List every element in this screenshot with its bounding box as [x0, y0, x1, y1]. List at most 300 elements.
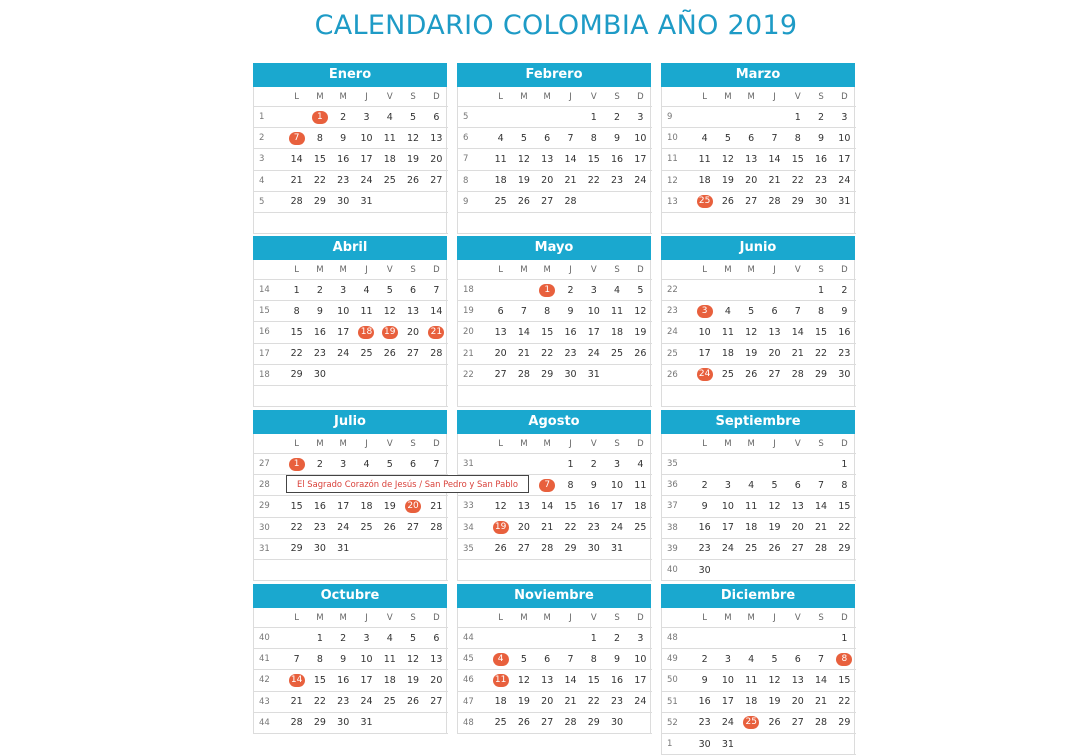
day-cell[interactable]: 3: [332, 280, 355, 301]
day-cell[interactable]: 31: [833, 191, 856, 212]
day-cell[interactable]: 19: [763, 517, 786, 538]
day-cell[interactable]: 30: [308, 538, 331, 559]
day-cell[interactable]: 7: [809, 649, 832, 670]
day-cell[interactable]: 18: [605, 322, 628, 343]
day-cell[interactable]: 12: [716, 149, 739, 170]
day-cell[interactable]: 27: [512, 538, 535, 559]
day-cell[interactable]: 1: [786, 107, 809, 128]
day-cell[interactable]: 19: [401, 670, 424, 691]
day-cell[interactable]: 14: [512, 322, 535, 343]
holiday-marker[interactable]: 24: [697, 368, 713, 381]
day-cell[interactable]: 26: [763, 538, 786, 559]
day-cell[interactable]: 29: [308, 712, 331, 733]
day-cell[interactable]: 2: [693, 475, 716, 496]
day-cell[interactable]: 9: [332, 649, 355, 670]
day-cell[interactable]: 28: [425, 343, 448, 364]
day-cell[interactable]: 17: [716, 691, 739, 712]
day-cell[interactable]: 1: [833, 628, 856, 649]
day-cell[interactable]: 19: [401, 149, 424, 170]
day-cell[interactable]: 23: [332, 170, 355, 191]
holiday-marker[interactable]: 1: [539, 284, 555, 297]
day-cell[interactable]: 11: [378, 649, 401, 670]
day-cell[interactable]: 13: [425, 649, 448, 670]
day-cell[interactable]: 12: [763, 670, 786, 691]
day-cell[interactable]: 15: [582, 149, 605, 170]
day-cell[interactable]: 13: [786, 496, 809, 517]
day-cell[interactable]: 2: [332, 628, 355, 649]
day-cell[interactable]: 24: [629, 691, 652, 712]
day-cell[interactable]: 3: [629, 107, 652, 128]
day-cell[interactable]: [378, 322, 401, 343]
day-cell[interactable]: 9: [582, 475, 605, 496]
day-cell[interactable]: [285, 454, 308, 475]
day-cell[interactable]: 22: [285, 343, 308, 364]
day-cell[interactable]: 3: [716, 475, 739, 496]
day-cell[interactable]: 18: [693, 170, 716, 191]
day-cell[interactable]: [425, 322, 448, 343]
day-cell[interactable]: 15: [833, 670, 856, 691]
day-cell[interactable]: 16: [693, 691, 716, 712]
day-cell[interactable]: 9: [809, 128, 832, 149]
day-cell[interactable]: [693, 364, 716, 385]
day-cell[interactable]: 15: [809, 322, 832, 343]
day-cell[interactable]: 26: [401, 170, 424, 191]
day-cell[interactable]: 6: [489, 301, 512, 322]
day-cell[interactable]: 9: [332, 128, 355, 149]
day-cell[interactable]: 24: [716, 712, 739, 733]
day-cell[interactable]: 30: [693, 733, 716, 754]
day-cell[interactable]: 2: [559, 280, 582, 301]
day-cell[interactable]: 13: [536, 670, 559, 691]
day-cell[interactable]: 6: [536, 128, 559, 149]
day-cell[interactable]: 16: [693, 517, 716, 538]
day-cell[interactable]: 5: [716, 128, 739, 149]
holiday-marker[interactable]: 19: [382, 326, 398, 339]
day-cell[interactable]: 6: [425, 107, 448, 128]
day-cell[interactable]: 1: [809, 280, 832, 301]
day-cell[interactable]: 3: [332, 454, 355, 475]
day-cell[interactable]: [740, 712, 763, 733]
day-cell[interactable]: 13: [740, 149, 763, 170]
day-cell[interactable]: 28: [285, 712, 308, 733]
day-cell[interactable]: 12: [489, 496, 512, 517]
day-cell[interactable]: 11: [378, 128, 401, 149]
day-cell[interactable]: 2: [308, 454, 331, 475]
day-cell[interactable]: 7: [763, 128, 786, 149]
day-cell[interactable]: 2: [833, 280, 856, 301]
day-cell[interactable]: 16: [605, 149, 628, 170]
day-cell[interactable]: 4: [629, 454, 652, 475]
holiday-marker[interactable]: 7: [539, 479, 555, 492]
day-cell[interactable]: 7: [559, 128, 582, 149]
day-cell[interactable]: 26: [763, 712, 786, 733]
day-cell[interactable]: 10: [833, 128, 856, 149]
day-cell[interactable]: 22: [559, 517, 582, 538]
day-cell[interactable]: 25: [489, 191, 512, 212]
day-cell[interactable]: 12: [763, 496, 786, 517]
day-cell[interactable]: 15: [559, 496, 582, 517]
day-cell[interactable]: 5: [629, 280, 652, 301]
day-cell[interactable]: 28: [809, 712, 832, 733]
day-cell[interactable]: 14: [809, 670, 832, 691]
day-cell[interactable]: 4: [355, 280, 378, 301]
day-cell[interactable]: 28: [536, 538, 559, 559]
day-cell[interactable]: 5: [512, 649, 535, 670]
day-cell[interactable]: 29: [308, 191, 331, 212]
day-cell[interactable]: 3: [629, 628, 652, 649]
day-cell[interactable]: 19: [512, 170, 535, 191]
day-cell[interactable]: 11: [716, 322, 739, 343]
day-cell[interactable]: 8: [582, 128, 605, 149]
day-cell[interactable]: 18: [355, 496, 378, 517]
day-cell[interactable]: 15: [536, 322, 559, 343]
day-cell[interactable]: 8: [285, 301, 308, 322]
day-cell[interactable]: 18: [716, 343, 739, 364]
day-cell[interactable]: 14: [536, 496, 559, 517]
day-cell[interactable]: 31: [605, 538, 628, 559]
day-cell[interactable]: 30: [605, 712, 628, 733]
day-cell[interactable]: 27: [425, 170, 448, 191]
day-cell[interactable]: 4: [693, 128, 716, 149]
day-cell[interactable]: 16: [332, 670, 355, 691]
day-cell[interactable]: 25: [716, 364, 739, 385]
day-cell[interactable]: 25: [378, 691, 401, 712]
day-cell[interactable]: 10: [716, 496, 739, 517]
day-cell[interactable]: 22: [308, 691, 331, 712]
day-cell[interactable]: 20: [763, 343, 786, 364]
day-cell[interactable]: 25: [355, 343, 378, 364]
day-cell[interactable]: 21: [536, 517, 559, 538]
day-cell[interactable]: [285, 670, 308, 691]
day-cell[interactable]: 5: [401, 628, 424, 649]
day-cell[interactable]: 17: [629, 670, 652, 691]
day-cell[interactable]: 9: [605, 128, 628, 149]
day-cell[interactable]: 10: [716, 670, 739, 691]
day-cell[interactable]: 18: [378, 149, 401, 170]
day-cell[interactable]: 21: [786, 343, 809, 364]
day-cell[interactable]: [489, 649, 512, 670]
day-cell[interactable]: 16: [582, 496, 605, 517]
day-cell[interactable]: 5: [763, 475, 786, 496]
day-cell[interactable]: 19: [716, 170, 739, 191]
day-cell[interactable]: 15: [833, 496, 856, 517]
day-cell[interactable]: 14: [285, 149, 308, 170]
day-cell[interactable]: 22: [809, 343, 832, 364]
day-cell[interactable]: [833, 649, 856, 670]
day-cell[interactable]: [693, 301, 716, 322]
day-cell[interactable]: 10: [693, 322, 716, 343]
day-cell[interactable]: 1: [285, 280, 308, 301]
day-cell[interactable]: 26: [378, 517, 401, 538]
holiday-marker[interactable]: 1: [312, 111, 328, 124]
day-cell[interactable]: 27: [786, 538, 809, 559]
day-cell[interactable]: 21: [285, 170, 308, 191]
day-cell[interactable]: 21: [559, 691, 582, 712]
day-cell[interactable]: 24: [332, 517, 355, 538]
day-cell[interactable]: 22: [308, 170, 331, 191]
day-cell[interactable]: 22: [582, 691, 605, 712]
day-cell[interactable]: 11: [629, 475, 652, 496]
day-cell[interactable]: 20: [425, 149, 448, 170]
day-cell[interactable]: 26: [489, 538, 512, 559]
day-cell[interactable]: 7: [786, 301, 809, 322]
day-cell[interactable]: 23: [308, 517, 331, 538]
day-cell[interactable]: 17: [332, 496, 355, 517]
day-cell[interactable]: 19: [629, 322, 652, 343]
day-cell[interactable]: 8: [582, 649, 605, 670]
day-cell[interactable]: 13: [489, 322, 512, 343]
holiday-marker[interactable]: 19: [493, 521, 509, 534]
day-cell[interactable]: [355, 322, 378, 343]
day-cell[interactable]: 11: [740, 670, 763, 691]
day-cell[interactable]: 27: [425, 691, 448, 712]
day-cell[interactable]: 29: [809, 364, 832, 385]
day-cell[interactable]: 2: [605, 107, 628, 128]
day-cell[interactable]: 2: [582, 454, 605, 475]
day-cell[interactable]: 21: [425, 496, 448, 517]
day-cell[interactable]: 30: [582, 538, 605, 559]
day-cell[interactable]: 18: [489, 691, 512, 712]
day-cell[interactable]: 10: [355, 649, 378, 670]
day-cell[interactable]: 26: [629, 343, 652, 364]
day-cell[interactable]: 25: [740, 538, 763, 559]
day-cell[interactable]: 4: [740, 649, 763, 670]
day-cell[interactable]: 10: [605, 475, 628, 496]
day-cell[interactable]: 23: [693, 538, 716, 559]
day-cell[interactable]: 25: [355, 517, 378, 538]
day-cell[interactable]: 7: [512, 301, 535, 322]
day-cell[interactable]: 17: [605, 496, 628, 517]
day-cell[interactable]: 29: [833, 712, 856, 733]
day-cell[interactable]: 3: [582, 280, 605, 301]
day-cell[interactable]: 26: [512, 712, 535, 733]
day-cell[interactable]: 8: [308, 128, 331, 149]
day-cell[interactable]: 5: [401, 107, 424, 128]
day-cell[interactable]: [285, 128, 308, 149]
day-cell[interactable]: 9: [308, 301, 331, 322]
day-cell[interactable]: 17: [355, 670, 378, 691]
day-cell[interactable]: 10: [629, 128, 652, 149]
day-cell[interactable]: 20: [740, 170, 763, 191]
day-cell[interactable]: 27: [763, 364, 786, 385]
day-cell[interactable]: 12: [740, 322, 763, 343]
day-cell[interactable]: 17: [582, 322, 605, 343]
day-cell[interactable]: 15: [582, 670, 605, 691]
day-cell[interactable]: 26: [401, 691, 424, 712]
day-cell[interactable]: 5: [763, 649, 786, 670]
day-cell[interactable]: 24: [355, 691, 378, 712]
holiday-marker[interactable]: 25: [697, 195, 713, 208]
day-cell[interactable]: 30: [332, 712, 355, 733]
day-cell[interactable]: 4: [378, 107, 401, 128]
day-cell[interactable]: 30: [833, 364, 856, 385]
day-cell[interactable]: 9: [833, 301, 856, 322]
day-cell[interactable]: 27: [740, 191, 763, 212]
day-cell[interactable]: 12: [629, 301, 652, 322]
day-cell[interactable]: 4: [355, 454, 378, 475]
day-cell[interactable]: 20: [786, 517, 809, 538]
day-cell[interactable]: 3: [355, 107, 378, 128]
day-cell[interactable]: 1: [559, 454, 582, 475]
day-cell[interactable]: 29: [786, 191, 809, 212]
day-cell[interactable]: [693, 191, 716, 212]
day-cell[interactable]: 24: [582, 343, 605, 364]
day-cell[interactable]: 23: [833, 343, 856, 364]
day-cell[interactable]: 15: [786, 149, 809, 170]
day-cell[interactable]: 15: [285, 322, 308, 343]
day-cell[interactable]: 28: [425, 517, 448, 538]
day-cell[interactable]: 21: [512, 343, 535, 364]
holiday-marker[interactable]: 18: [358, 326, 374, 339]
day-cell[interactable]: 17: [833, 149, 856, 170]
day-cell[interactable]: 2: [693, 649, 716, 670]
day-cell[interactable]: 12: [401, 128, 424, 149]
day-cell[interactable]: 19: [378, 496, 401, 517]
day-cell[interactable]: 12: [512, 149, 535, 170]
day-cell[interactable]: 11: [740, 496, 763, 517]
day-cell[interactable]: 14: [809, 496, 832, 517]
day-cell[interactable]: 26: [512, 191, 535, 212]
holiday-marker[interactable]: 7: [289, 132, 305, 145]
day-cell[interactable]: 17: [693, 343, 716, 364]
day-cell[interactable]: 7: [425, 454, 448, 475]
day-cell[interactable]: 18: [378, 670, 401, 691]
day-cell[interactable]: 12: [378, 301, 401, 322]
day-cell[interactable]: 16: [308, 322, 331, 343]
day-cell[interactable]: 21: [809, 517, 832, 538]
holiday-marker[interactable]: 3: [697, 305, 713, 318]
day-cell[interactable]: 7: [559, 649, 582, 670]
day-cell[interactable]: 10: [582, 301, 605, 322]
day-cell[interactable]: 28: [285, 191, 308, 212]
day-cell[interactable]: 16: [308, 496, 331, 517]
day-cell[interactable]: 22: [833, 517, 856, 538]
day-cell[interactable]: 19: [763, 691, 786, 712]
day-cell[interactable]: 6: [401, 280, 424, 301]
day-cell[interactable]: 5: [512, 128, 535, 149]
day-cell[interactable]: 9: [693, 496, 716, 517]
day-cell[interactable]: 30: [693, 559, 716, 580]
day-cell[interactable]: 24: [605, 517, 628, 538]
day-cell[interactable]: 11: [605, 301, 628, 322]
day-cell[interactable]: 2: [809, 107, 832, 128]
day-cell[interactable]: 7: [809, 475, 832, 496]
day-cell[interactable]: 18: [629, 496, 652, 517]
holiday-marker[interactable]: 25: [743, 716, 759, 729]
day-cell[interactable]: 22: [582, 170, 605, 191]
day-cell[interactable]: 7: [285, 649, 308, 670]
day-cell[interactable]: 20: [512, 517, 535, 538]
day-cell[interactable]: 8: [559, 475, 582, 496]
day-cell[interactable]: 29: [285, 538, 308, 559]
day-cell[interactable]: 5: [740, 301, 763, 322]
day-cell[interactable]: 30: [559, 364, 582, 385]
day-cell[interactable]: 24: [629, 170, 652, 191]
day-cell[interactable]: 31: [716, 733, 739, 754]
day-cell[interactable]: 31: [582, 364, 605, 385]
day-cell[interactable]: 29: [559, 538, 582, 559]
day-cell[interactable]: 2: [308, 280, 331, 301]
holiday-marker[interactable]: 4: [493, 653, 509, 666]
day-cell[interactable]: 22: [536, 343, 559, 364]
day-cell[interactable]: 27: [786, 712, 809, 733]
day-cell[interactable]: 26: [740, 364, 763, 385]
day-cell[interactable]: 20: [489, 343, 512, 364]
day-cell[interactable]: 23: [605, 691, 628, 712]
day-cell[interactable]: 20: [425, 670, 448, 691]
day-cell[interactable]: 6: [425, 628, 448, 649]
day-cell[interactable]: 24: [833, 170, 856, 191]
day-cell[interactable]: 29: [833, 538, 856, 559]
day-cell[interactable]: 25: [629, 517, 652, 538]
day-cell[interactable]: 20: [786, 691, 809, 712]
day-cell[interactable]: 31: [332, 538, 355, 559]
day-cell[interactable]: 12: [512, 670, 535, 691]
day-cell[interactable]: 7: [425, 280, 448, 301]
day-cell[interactable]: 13: [425, 128, 448, 149]
day-cell[interactable]: [489, 670, 512, 691]
day-cell[interactable]: 24: [332, 343, 355, 364]
day-cell[interactable]: 9: [605, 649, 628, 670]
day-cell[interactable]: 25: [378, 170, 401, 191]
day-cell[interactable]: 3: [355, 628, 378, 649]
day-cell[interactable]: 24: [355, 170, 378, 191]
day-cell[interactable]: 23: [559, 343, 582, 364]
day-cell[interactable]: 22: [285, 517, 308, 538]
day-cell[interactable]: 6: [401, 454, 424, 475]
day-cell[interactable]: 10: [332, 301, 355, 322]
day-cell[interactable]: 5: [378, 280, 401, 301]
holiday-marker[interactable]: 21: [428, 326, 444, 339]
day-cell[interactable]: 13: [763, 322, 786, 343]
day-cell[interactable]: 8: [536, 301, 559, 322]
day-cell[interactable]: 3: [716, 649, 739, 670]
holiday-marker[interactable]: 20: [405, 500, 421, 513]
day-cell[interactable]: 16: [809, 149, 832, 170]
day-cell[interactable]: 22: [833, 691, 856, 712]
day-cell[interactable]: 29: [582, 712, 605, 733]
day-cell[interactable]: 17: [629, 149, 652, 170]
day-cell[interactable]: 6: [740, 128, 763, 149]
day-cell[interactable]: [536, 475, 559, 496]
day-cell[interactable]: 8: [833, 475, 856, 496]
day-cell[interactable]: 13: [536, 149, 559, 170]
day-cell[interactable]: 21: [809, 691, 832, 712]
day-cell[interactable]: 23: [308, 343, 331, 364]
day-cell[interactable]: 22: [786, 170, 809, 191]
day-cell[interactable]: 16: [605, 670, 628, 691]
day-cell[interactable]: 9: [559, 301, 582, 322]
day-cell[interactable]: 16: [332, 149, 355, 170]
day-cell[interactable]: 12: [401, 649, 424, 670]
holiday-marker[interactable]: 14: [289, 674, 305, 687]
day-cell[interactable]: [489, 517, 512, 538]
day-cell[interactable]: 28: [559, 191, 582, 212]
day-cell[interactable]: 25: [489, 712, 512, 733]
holiday-marker[interactable]: 8: [836, 653, 852, 666]
day-cell[interactable]: 4: [378, 628, 401, 649]
day-cell[interactable]: [536, 280, 559, 301]
day-cell[interactable]: 15: [308, 149, 331, 170]
day-cell[interactable]: 6: [763, 301, 786, 322]
day-cell[interactable]: 20: [536, 691, 559, 712]
day-cell[interactable]: 25: [605, 343, 628, 364]
day-cell[interactable]: 8: [809, 301, 832, 322]
day-cell[interactable]: 18: [740, 691, 763, 712]
day-cell[interactable]: 27: [401, 517, 424, 538]
day-cell[interactable]: [401, 496, 424, 517]
day-cell[interactable]: 24: [716, 538, 739, 559]
